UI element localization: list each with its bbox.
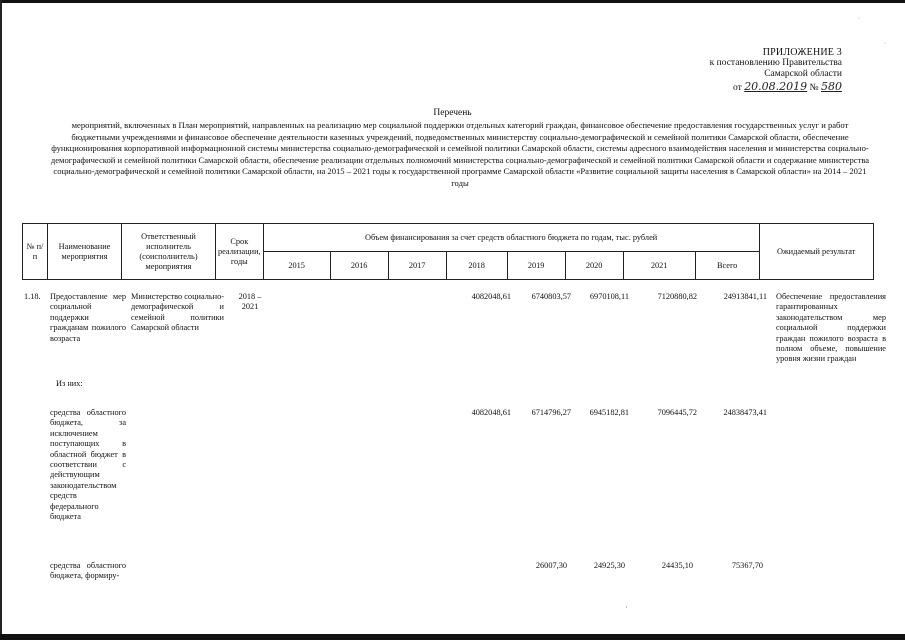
header-year: 2020	[565, 252, 623, 280]
header-year: 2021	[623, 252, 695, 280]
sub2-value-2019: 26007,30	[535, 561, 567, 570]
scan-top-edge	[0, 0, 905, 3]
header-funding: Объем финансирования за счет средств областного бюджета по годам, тыс. рублей	[263, 224, 759, 252]
funding-table-header	[22, 223, 874, 280]
document-title: Перечень	[433, 108, 472, 118]
row-name: Предоставление мер социальной поддержки гражданам пожилого возраста	[50, 292, 126, 343]
sub2-value-total: 75367,70	[731, 561, 763, 570]
header-result: Ожидаемый результат	[759, 224, 873, 280]
sub1-name: средства областного бюджета, за исключением поступающих в областной бюджет в соответствии с действующим законодательством средств федерального бюджета	[50, 408, 126, 522]
scan-speck: ·	[858, 16, 860, 22]
header-term: Срок реализации, годы	[216, 224, 264, 280]
header-year: 2016	[330, 252, 388, 280]
scan-bottom-edge	[0, 634, 905, 640]
header-name: Наименование мероприятия	[48, 224, 122, 280]
sub1-value-total: 24838473,41	[723, 408, 767, 417]
row-result: Обеспечение предоставления гарантированных законодательством мер социальной поддержки граждан пожилого возраста в полном объеме, повышение уровня жизни граждан	[776, 292, 886, 364]
header-year: 2019	[507, 252, 565, 280]
header-year: 2018	[446, 252, 507, 280]
appendix-date-line	[710, 81, 842, 94]
value-2021: 7120880,82	[657, 292, 697, 301]
appendix-line-2: Самарской области	[764, 69, 842, 79]
appendix-title: ПРИЛОЖЕНИЕ 3	[762, 47, 842, 58]
sub2-value-2020: 24925,30	[593, 561, 625, 570]
sub2-name: средства областного бюджета, формиру-	[50, 561, 126, 581]
value-2019: 6740803,57	[531, 292, 571, 301]
scan-speck: ·	[884, 41, 886, 47]
row-term: 2018 – 2021	[238, 292, 262, 312]
row-number: 1.18.	[24, 292, 41, 301]
from-label: от	[733, 83, 742, 93]
sub1-value-2019: 6714796,27	[531, 408, 571, 417]
row-executor: Министерство социально-демографической и семейной политики Самарской области	[131, 292, 224, 333]
value-2018: 4082048,61	[471, 292, 511, 301]
header-executor: Ответственный исполнитель (соисполнитель) мероприятия	[122, 224, 216, 280]
sub1-value-2021: 7096445,72	[657, 408, 697, 417]
appendix-block	[710, 47, 842, 94]
scan-speck: ,	[626, 603, 628, 609]
decree-date: 20.08.2019	[744, 80, 808, 93]
value-2020: 6970108,11	[589, 292, 629, 301]
decree-number: 580	[821, 80, 842, 93]
of-them-label: Из них:	[56, 379, 83, 388]
value-total: 24913841,11	[723, 292, 767, 301]
header-num: № п/п	[23, 224, 48, 280]
number-label: №	[809, 83, 819, 93]
header-year: Всего	[695, 252, 759, 280]
appendix-line-1: к постановлению Правительства	[709, 58, 842, 68]
scan-left-edge	[0, 0, 2, 640]
document-subtitle: мероприятий, включенных в План мероприятий, направленных на реализацию мер социальной поддержки отдельных категорий граждан, финансовое обеспечение предоставления государственных услуг и работ бюджетными учреждениями и финансовое обеспечение деятельности казенных учреждений, подведомственных министерству социально-демографической и семейной политики Самарской области, обеспечение функционирования корпоративной информационной системы министерства социально-демографической и семейной политики Самарской области, системы адресного взаимодействия населения и министерства социально-демографической и семейной политики Самарской области, обеспечение реализации отдельных полномочий министерства социально-демографической и семейной политики Самарской области и содержание министерства социально-демографической и семейной политики Самарской области, на 2015 – 2021 годы к государственной программе Самарской области «Развитие социальной защиты населения в Самарской области» на 2014 – 2021 годы	[50, 120, 870, 188]
sub2-value-2021: 24435,10	[661, 561, 693, 570]
sub1-value-2020: 6945182,81	[589, 408, 629, 417]
header-year: 2015	[263, 252, 330, 280]
header-year: 2017	[388, 252, 446, 280]
sub1-value-2018: 4082048,61	[471, 408, 511, 417]
